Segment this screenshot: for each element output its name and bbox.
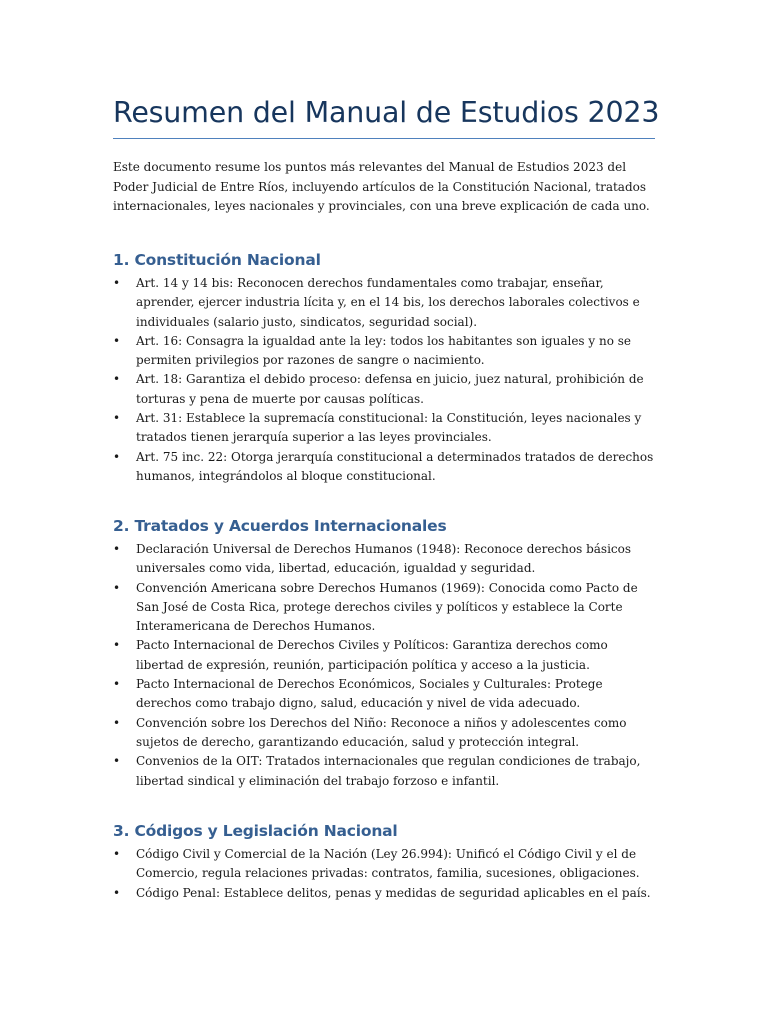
list-item bbox=[113, 370, 658, 409]
list-item-text: Art. 14 y 14 bis: Reconocen derechos fundamentales como trabajar, enseñar, aprender, ejercer industria lícita y, en el 14 bis, los derechos laborales colectivos e individuales (salario justo, sindicatos, seguridad social). bbox=[136, 276, 640, 329]
list-item bbox=[113, 409, 658, 448]
list-item bbox=[113, 675, 658, 714]
bullet-icon: • bbox=[113, 638, 121, 653]
section-heading: 2. Tratados y Acuerdos Internacionales bbox=[113, 517, 447, 535]
intro-paragraph: Este documento resume los puntos más relevantes del Manual de Estudios 2023 del Poder Judicial de Entre Ríos, incluyendo artículos de la Constitución Nacional, tratados internacionales, leyes nacionales y provinciales, con una breve explicación de cada uno. bbox=[113, 160, 650, 213]
list-item bbox=[113, 884, 658, 903]
bullet-icon: • bbox=[113, 847, 121, 861]
list-item bbox=[113, 332, 658, 371]
section-codigos-legislacion-nacional bbox=[113, 820, 658, 903]
list-item bbox=[113, 845, 658, 884]
list-item bbox=[113, 752, 658, 791]
bullet-icon: • bbox=[113, 276, 121, 290]
list-item-text: Convenios de la OIT: Tratados internacionales que regulan condiciones de trabajo, libertad sindical y eliminación del trabajo forzoso e infantil. bbox=[136, 754, 641, 788]
bullet-icon: • bbox=[113, 677, 121, 692]
list-item bbox=[113, 540, 658, 579]
list-item bbox=[113, 636, 658, 675]
bullet-icon: • bbox=[113, 715, 121, 730]
list-item-text: Convención Americana sobre Derechos Humanos (1969): Conocida como Pacto de San José de Costa Rica, protege derechos civiles y políticos y establece la Corte Interamericana de Derechos Humanos. bbox=[136, 580, 638, 634]
section-heading: 3. Códigos y Legislación Nacional bbox=[113, 822, 398, 840]
bullet-list bbox=[113, 540, 658, 791]
bullet-icon: • bbox=[113, 411, 121, 426]
list-item-text: Declaración Universal de Derechos Humanos (1948): Reconoce derechos básicos universales como vida, libertad, educación, igualdad y seguridad. bbox=[136, 542, 632, 576]
section-constitucion-nacional bbox=[113, 249, 658, 486]
list-item-text: Art. 75 inc. 22: Otorga jerarquía constitucional a determinados tratados de derechos humanos, integrándolos al bloque constitucional. bbox=[136, 449, 654, 483]
list-item bbox=[113, 448, 658, 487]
list-item-text: Art. 16: Consagra la igualdad ante la ley: todos los habitantes son iguales y no se permiten privilegios por razones de sangre o nacimiento. bbox=[136, 333, 632, 368]
section-tratados-internacionales bbox=[113, 515, 658, 791]
bullet-icon: • bbox=[113, 885, 121, 900]
title-underline bbox=[113, 138, 655, 139]
bullet-icon: • bbox=[113, 333, 121, 348]
bullet-icon: • bbox=[113, 372, 121, 387]
document-title: Resumen del Manual de Estudios 2023 bbox=[113, 96, 660, 129]
list-item-text: Art. 31: Establece la supremacía constitucional: la Constitución, leyes nacionales y tratados tienen jerarquía superior a las leyes provinciales. bbox=[136, 411, 642, 445]
list-item bbox=[113, 714, 658, 753]
bullet-list bbox=[113, 845, 658, 903]
bullet-list bbox=[113, 274, 658, 486]
list-item-text: Código Civil y Comercial de la Nación (Ley 26.994): Unificó el Código Civil y el de Comercio, regula relaciones privadas: contratos, familia, sucesiones, obligaciones. bbox=[136, 847, 640, 881]
list-item-text: Código Penal: Establece delitos, penas y medidas de seguridad aplicables en el país. bbox=[136, 885, 651, 900]
list-item-text: Pacto Internacional de Derechos Económicos, Sociales y Culturales: Protege derechos como trabajo digno, salud, educación y nivel de vida adecuado. bbox=[136, 677, 603, 711]
list-item bbox=[113, 579, 658, 637]
bullet-icon: • bbox=[113, 754, 121, 769]
bullet-icon: • bbox=[113, 542, 121, 556]
section-heading: 1. Constitución Nacional bbox=[113, 251, 321, 269]
list-item-text: Art. 18: Garantiza el debido proceso: defensa en juicio, juez natural, prohibición de torturas y pena de muerte por causas políticas. bbox=[136, 372, 644, 406]
bullet-icon: • bbox=[113, 449, 121, 464]
list-item-text: Pacto Internacional de Derechos Civiles y Políticos: Garantiza derechos como libertad de expresión, reunión, participación política y acceso a la justicia. bbox=[136, 638, 608, 672]
list-item-text: Convención sobre los Derechos del Niño: Reconoce a niños y adolescentes como sujetos de derecho, garantizando educación, salud y protección integral. bbox=[136, 715, 627, 749]
list-item bbox=[113, 274, 658, 332]
bullet-icon: • bbox=[113, 580, 121, 595]
